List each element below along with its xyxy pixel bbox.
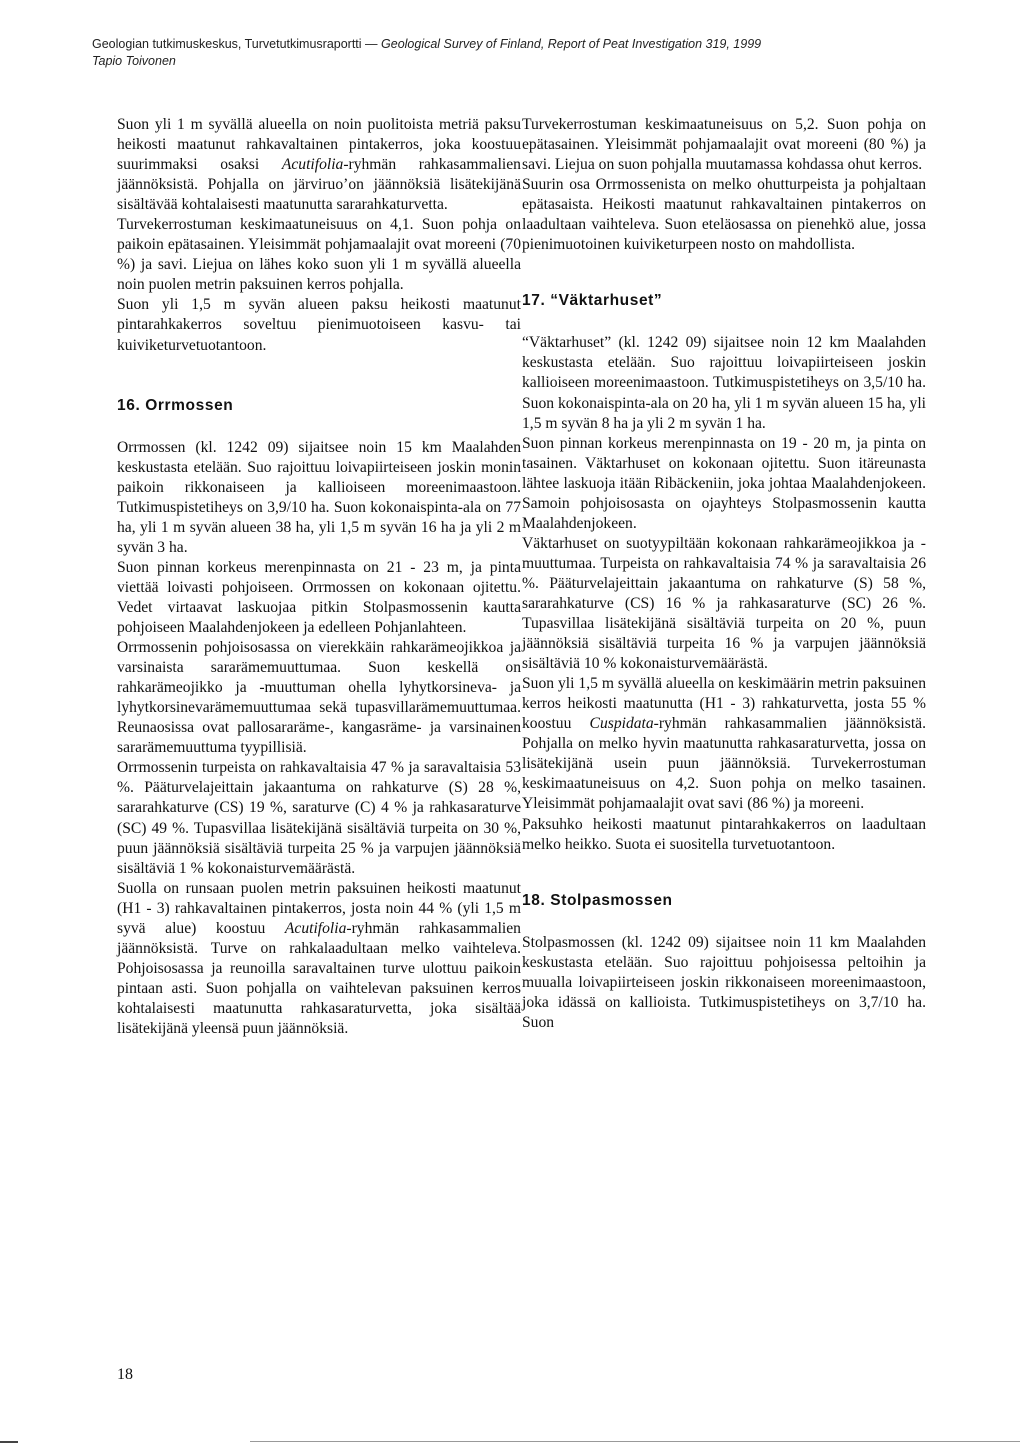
section-heading-17: 17. “Väktarhuset” [522,292,663,310]
header-institution: Geologian tutkimuskeskus, Turvetutkimusraportti — [92,37,382,51]
paragraph: Turvekerrostuman keskimaatuneisuus on 5,2. Suon pohja on epätasainen. Yleisimmät pohjamaalajit ovat moreeni (80 %) ja savi. Liejua on suon pohjalla muutamassa kohdassa ohut kerros. [522,116,926,174]
paragraph: Suon pinnan korkeus merenpinnasta on 21 - 23 m, ja pinta viettää loivasti pohjoiseen. Orrmossen on kokonaan ojitettu. Vedet virtaavat laskuojaa pitkin Stolpasmossenin kautta pohjoiseen Maalahdenjokeen ja edelleen Pohjanlahteen. [117,558,521,637]
taxon-italic: Acutifolia [281,156,344,174]
paragraph [522,674,926,814]
paragraph: Paksuhko heikosti maatunut pintarahkakerros on laadultaan melko heikko. Suota ei suositella turvetuotantoon. [522,815,926,853]
scan-bottom-line [250,1441,1020,1442]
paragraph: Orrmossenin turpeista on rahkavaltaisia 47 % ja saravaltaisia 53 %. Pääturvelajeittain jakaantuma on rahkaturve (S) 28 %, sararahkaturve (CS) 19 %, saraturve (C) 4 % ja rahkasaraturve (SC) 49 %. Tupasvillaa lisätekijänä sisältäviä turpeita on 30 %, puun jäännöksiä sisältäviä turpeita 25 % ja varpujen jäännöksiä sisältäviä 1 % kokonaisturvemäärästä. [117,759,521,877]
text-run: Suon yli 1,5 m syvällä alueella on keskimäärin metrin paksuinen kerros heikosti maatunutta (H1 - 3) rahkaturvetta, josta 55 % koostuu [522,675,926,733]
text-run: -ryhmän rahkasammalien jäännöksistä. Pohjalla on melko hyvin maatunutta rahkasaraturvetta, jossa on lisätekijänä usein puun jäännöksiä. Turvekerrostuman keskimaatuneisuus on 4,2. Suon pohja on melko tasainen. Yleisimmät pohjamaalajit ovat savi (86 %) ja moreeni. [522,715,926,813]
taxon-italic: Cuspidata [589,715,654,733]
paragraph: Orrmossen (kl. 1242 09) sijaitsee noin 15 km Maalahden keskustasta etelään. Suo rajoittuu loivapiirteiseen joskin monin paikoin rikkonaiseen ja kallioiseen moreenimaastoon. Tutkimuspistetiheys on 3,9/10 ha. Suon kokonaispinta-ala on 77 ha, yli 1 m syvän alueen 38 ha, yli 1,5 m syvän 16 ha ja yli 2 m syvän 3 ha. [117,438,521,556]
taxon-italic: Acutifolia [284,919,347,937]
section-heading-18: 18. Stolpasmossen [522,891,673,909]
section-heading-16: 16. Orrmossen [117,396,234,414]
paragraph: Suon pinnan korkeus merenpinnasta on 19 - 20 m, ja pinta on tasainen. Väktarhuset on kokonaan ojitettu. Suon itäreunasta lähtee laskuoja itään Ribäckeniin, joka johtaa Maalahdenjokeen. Samoin pohjoisosasta on ojayhteys Stolpasmossenin kautta Maalahdenjokeen. [522,434,926,532]
right-column [522,115,926,1033]
paragraph [117,115,521,215]
paragraph: Turvekerrostuman keskimaatuneisuus on 4,1. Suon pohja on paikoin epätasainen. Yleisimmät pohjamaalajit ovat moreeni (70 %) ja savi. Liejua on lähes koko suon yli 1 m syvällä alueella noin puolen metrin paksuinen kerros pohjalla. [117,216,521,294]
paragraph [117,879,521,1039]
scan-edge-mark [0,1441,18,1443]
text-run: Suolla on runsaan puolen metrin paksuinen heikosti maatunut (H1 - 3) rahkavaltainen pintakerros, josta noin 44 % (yli 1,5 m syvä alue) koostuu [117,879,521,937]
text-run: -ryhmän rahkasammalien jäännöksistä. Pohjalla on järviruo’on jäännöksiä lisätekijänä sisältävää kohtalaisesti maatunutta sararahkaturvetta. [117,156,521,214]
paragraph: Suurin osa Orrmossenista on melko ohutturpeista ja pohjaltaan epätasaista. Heikosti maatunut rahkavaltainen pintakerros on laadultaan vaihteleva. Suon eteläosassa on pienehkö alue, jossa pienimuotoinen kuiviketurpeen nosto on mahdollista. [522,176,926,254]
running-header [92,36,952,70]
text-run: Suon yli 1 m syvällä alueella on noin puolitoista metriä paksu heikosti maatunut rahkavaltainen pintakerros, joka koostuu suurimmaksi osaksi [117,116,521,174]
paragraph: Suon yli 1,5 m syvän alueen paksu heikosti maatunut pintarahkakerros soveltuu pienimuotoiseen kasvu- tai kuiviketurvetuotantoon. [117,296,521,354]
header-series: Geological Survey of Finland, Report of Peat Investigation 319, 1999 [381,37,762,51]
paragraph: “Väktarhuset” (kl. 1242 09) sijaitsee noin 12 km Maalahden keskustasta etelään. Suo rajoittuu loivapiirteiseen joskin kallioiseen moreenimaastoon. Tutkimuspistetiheys on 3,5/10 ha. Suon kokonaispinta-ala on 20 ha, yli 1 m syvän alueen 15 ha, yli 1,5 m syvän 8 ha ja yli 2 m syvän 1 ha. [522,334,926,432]
paragraph: Väktarhuset on suotyypiltään kokonaan rahkarämeojikkoa ja -muuttumaa. Turpeista on rahkavaltaisia 74 % ja saravaltaisia 26 %. Pääturvelajeittain jakaantuma on rahkaturve (S) 58 %, sararahkaturve (CS) 16 % ja rahkasaraturve (SC) 26 %. Tupasvillaa lisätekijänä sisältäviä turpeita on 20 %, puun jäännöksiä sisältäviä turpeita 16 % ja varpujen jäännöksiä sisältäviä 10 % kokonaisturvemäärästä. [522,534,926,673]
header-line-1 [92,36,952,53]
header-author: Tapio Toivonen [92,54,176,68]
text-run: -ryhmän rahkasammalien jäännöksistä. Turve on rahkalaadultaan melko vaihteleva. Pohjoisosassa ja reunoilla saravaltainen turve ulottuu paikoin pintaan asti. Suon pohjalla on vaihtelevan paksuinen kerros kohtalaisesti maatunutta rahkasaraturvetta, joka sisältää lisätekijänä yleensä puun jäännöksiä. [117,919,521,1037]
page-number: 18 [117,1366,133,1383]
paragraph: Orrmossenin pohjoisosassa on vierekkäin rahkarämeojikkoa ja varsinaista sararämemuuttumaa. Suon keskellä on rahkarämeojikko ja -muuttuman ohella lyhytkorsineva- ja lyhytkorsinevarämemuuttumaa sekä tupasvillarämemuuttumaa. Reunaosissa ovat pallosararäme-, kangasräme- ja varsinainen sararämemuuttuma tyypillisiä. [117,639,521,757]
left-column [117,115,521,1039]
paragraph: Stolpasmossen (kl. 1242 09) sijaitsee noin 11 km Maalahden keskustasta etelään. Suo rajoittuu pohjoisessa peltoihin ja muualla loivapiirteiseen joskin rikkonaiseen moreenimaastoon, joka idässä on kallioista. Tutkimuspistetiheys on 3,7/10 ha. Suon [522,933,926,1031]
